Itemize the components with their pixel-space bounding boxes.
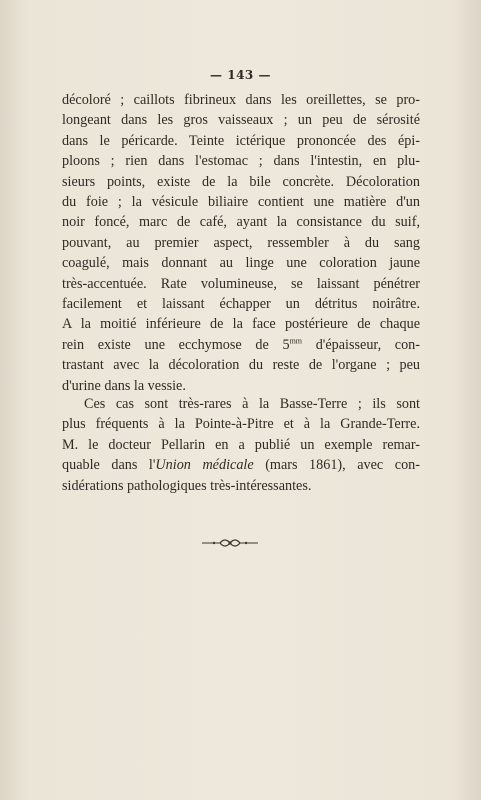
superscript-unit: mm bbox=[289, 336, 303, 346]
text-line: sieurs points, existe de la bile concrète. Décoloration bbox=[62, 173, 420, 190]
text-fragment: (mars 1861), avec con- bbox=[253, 457, 420, 474]
text-line: noir foncé, marc de café, ayant la consistance du suif, bbox=[62, 214, 420, 231]
text-line: longeant dans les gros vaisseaux ; un peu de sérosité bbox=[62, 112, 420, 129]
paragraph-2 bbox=[62, 394, 420, 496]
page-number: — 143 — bbox=[210, 68, 271, 82]
text-line-with-italic-title bbox=[62, 455, 420, 475]
text-line: dans le péricarde. Teinte ictérique prononcée des épi- bbox=[62, 132, 420, 149]
italic-journal-title: Union médicale bbox=[155, 457, 254, 474]
text-line: ploons ; rien dans l'estomac ; dans l'intestin, en plu- bbox=[62, 153, 420, 170]
text-line: Ces cas sont très-rares à la Basse-Terre ; ils sont bbox=[84, 396, 420, 412]
paragraph-1 bbox=[62, 90, 420, 396]
text-fragment: rein existe une ecchymose de 5 bbox=[62, 336, 290, 353]
text-line: pouvant, au premier aspect, ressembler à du sang bbox=[62, 234, 420, 251]
text-line: trastant avec la décoloration du reste de l'organe ; peu bbox=[62, 357, 420, 374]
text-line: sidérations pathologiques très-intéressantes. bbox=[62, 477, 312, 494]
text-line: M. le docteur Pellarin en a publié un exemple remar- bbox=[62, 436, 420, 453]
text-line: plus fréquents à la Pointe-à-Pitre et à la Grande-Terre. bbox=[62, 416, 420, 433]
text-fragment: d'épaisseur, con- bbox=[302, 336, 421, 353]
text-line: d'urine dans la vessie. bbox=[62, 377, 186, 394]
text-line: très-accentuée. Rate volumineuse, se laissant pénétrer bbox=[62, 275, 420, 292]
text-fragment: quable dans l' bbox=[62, 457, 156, 474]
text-line: facilement et laissant échapper un détritus noirâtre. bbox=[62, 296, 420, 313]
text-line: coagulé, mais donnant au linge une coloration jaune bbox=[62, 255, 420, 272]
tailpiece-ornament-icon bbox=[200, 536, 260, 550]
text-line: décoloré ; caillots fibrineux dans les oreillettes, se pro- bbox=[62, 92, 420, 108]
text-line: du foie ; la vésicule biliaire contient une matière d'un bbox=[62, 194, 420, 211]
text-line: A la moitié inférieure de la face postérieure de chaque bbox=[62, 316, 420, 333]
text-line-with-superscript bbox=[62, 335, 420, 355]
